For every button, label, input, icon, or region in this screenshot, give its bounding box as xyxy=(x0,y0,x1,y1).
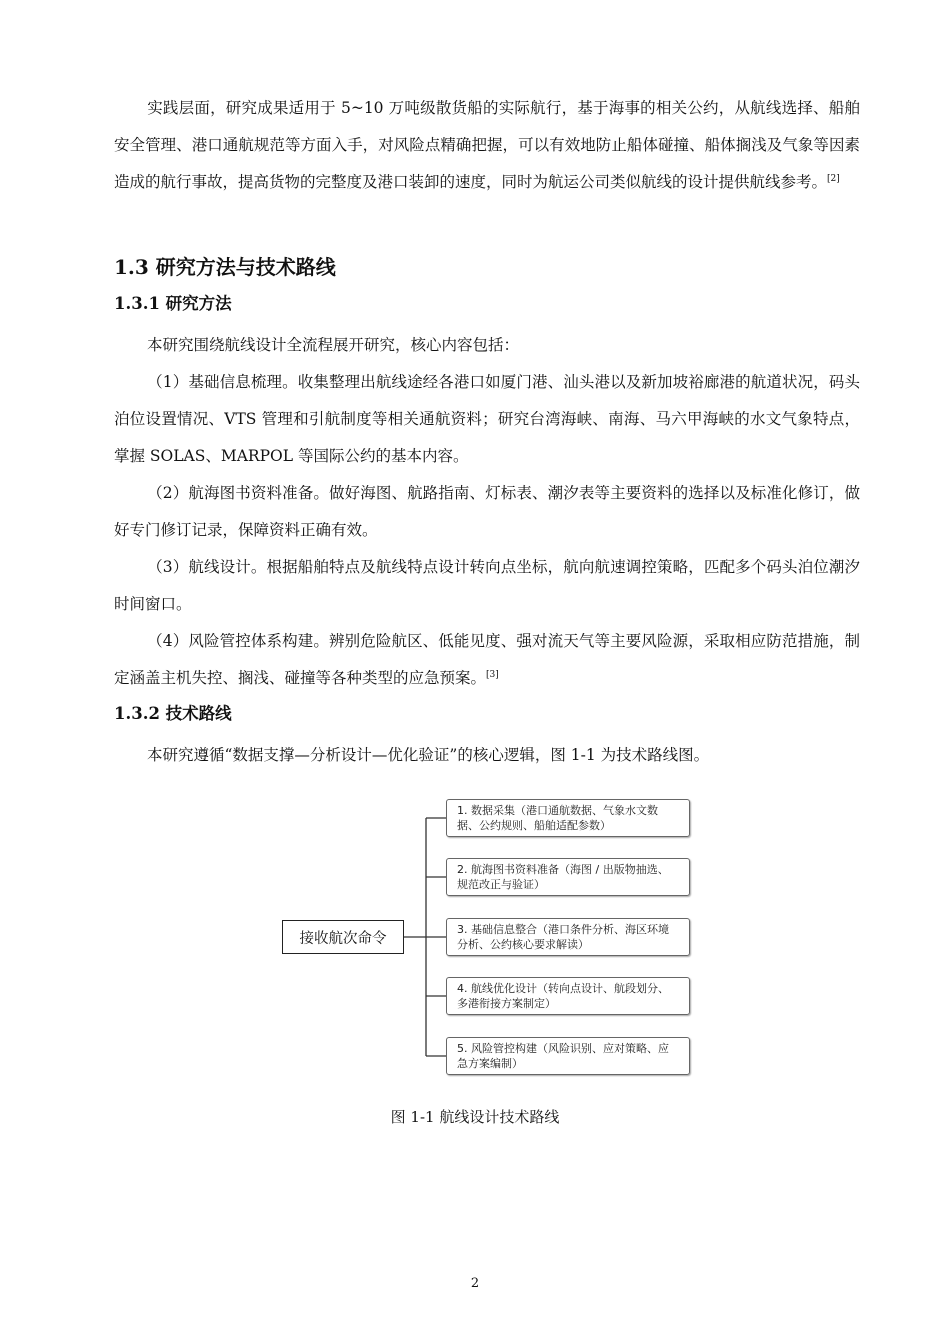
paragraph-item-4 xyxy=(114,623,860,697)
paragraph-item-2-text: （2）航海图书资料准备。做好海图、航路指南、灯标表、潮汐表等主要资料的选择以及标准化修订，做好专门修订记录，保障资料正确有效。 xyxy=(114,484,860,539)
citation-ref: [3] xyxy=(486,669,499,680)
paragraph-item-2 xyxy=(114,475,860,549)
step-node-2: 2. 航海图书资料准备（海图 / 出版物抽选、规范改正与验证） xyxy=(446,858,690,896)
step-node-1: 1. 数据采集（港口通航数据、气象水文数据、公约规则、船舶适配参数） xyxy=(446,799,690,837)
root-node: 接收航次命令 xyxy=(282,920,404,954)
paragraph-item-1 xyxy=(114,364,860,475)
paragraph-intro-text: 本研究围绕航线设计全流程展开研究，核心内容包括： xyxy=(147,336,520,354)
paragraph-practice-text: 实践层面，研究成果适用于 5~10 万吨级散货船的实际航行，基于海事的相关公约，从航线选择、船舶安全管理、港口通航规范等方面入手，对风险点精确把握，可以有效地防止船体碰撞、船体搁浅及气象等因素造成的航行事故，提高货物的完整度及港口装卸的速度，同时为航运公司类似航线的设计提供航线参考。 xyxy=(114,99,860,191)
paragraph-roadmap-intro xyxy=(114,737,860,774)
technical-route-diagram xyxy=(270,790,710,1090)
step-node-3: 3. 基础信息整合（港口条件分析、海区环境分析、公约核心要求解读） xyxy=(446,918,690,956)
paragraph-intro xyxy=(114,327,860,364)
paragraph-practice xyxy=(114,90,860,201)
step-node-4: 4. 航线优化设计（转向点设计、航段划分、多港衔接方案制定） xyxy=(446,977,690,1015)
heading-1-3-2: 1.3.2 技术路线 xyxy=(114,704,232,723)
heading-1-3-1: 1.3.1 研究方法 xyxy=(114,294,232,313)
paragraph-item-3 xyxy=(114,549,860,623)
page-number: 2 xyxy=(470,1276,480,1291)
paragraph-roadmap-intro-text: 本研究遵循“数据支撑—分析设计—优化验证”的核心逻辑，图 1-1 为技术路线图。 xyxy=(147,746,710,764)
paragraph-item-1-text: （1）基础信息梳理。收集整理出航线途经各港口如厦门港、汕头港以及新加坡裕廊港的航道状况，码头泊位设置情况、VTS 管理和引航制度等相关通航资料；研究台湾海峡、南海、马六甲海峡的水文气象特点，掌握 SOLAS、MARPOL 等国际公约的基本内容。 xyxy=(114,373,860,465)
paragraph-item-4-text: （4）风险管控体系构建。辨别危险航区、低能见度、强对流天气等主要风险源，采取相应防范措施，制定涵盖主机失控、搁浅、碰撞等各种类型的应急预案。 xyxy=(114,632,860,687)
figure-caption: 图 1-1 航线设计技术路线 xyxy=(390,1108,560,1126)
step-node-5: 5. 风险管控构建（风险识别、应对策略、应急方案编制） xyxy=(446,1037,690,1075)
citation-ref: [2] xyxy=(827,173,840,184)
paragraph-item-3-text: （3）航线设计。根据船舶特点及航线特点设计转向点坐标，航向航速调控策略，匹配多个码头泊位潮汐时间窗口。 xyxy=(114,558,860,613)
heading-1-3: 1.3 研究方法与技术路线 xyxy=(114,255,336,279)
